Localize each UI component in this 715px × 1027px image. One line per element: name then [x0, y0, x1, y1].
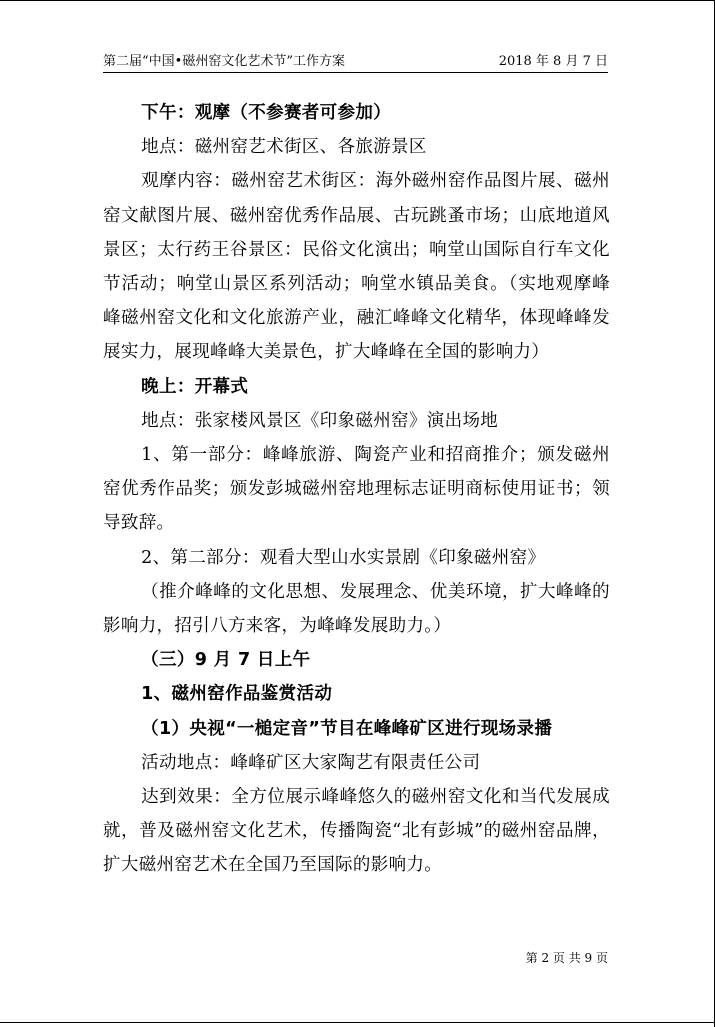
paragraph: （推介峰峰的文化思想、发展理念、优美环境，扩大峰峰的影响力，招引八方来客，为峰峰发展助力。）: [103, 581, 610, 637]
header-date: 2018 年 8 月 7 日: [498, 54, 608, 69]
document-body: [103, 96, 610, 883]
paragraph: 地点：张家楼风景区《印象磁州窑》演出场地: [141, 410, 499, 431]
section-heading-afternoon: 下午：观摩（不参赛者可参加）: [141, 103, 392, 123]
section-heading-evening: 晚上：开幕式: [141, 376, 249, 397]
paragraph: 地点：磁州窑艺术街区、各旅游景区: [141, 137, 427, 158]
section-heading-sept7: （三）9 月 7 日上午: [141, 650, 311, 671]
paragraph: 2、第二部分：观看大型山水实景剧《印象磁州窑》: [141, 547, 546, 568]
paragraph: 活动地点：峰峰矿区大家陶艺有限责任公司: [141, 752, 481, 773]
page-border-top: [0, 0, 715, 1]
paragraph: 观摩内容：磁州窑艺术街区：海外磁州窑作品图片展、磁州窑文献图片展、磁州窑优秀作品展、古玩跳蚤市场；山底地道风景区；太行药王谷景区：民俗文化演出；响堂山国际自行车文化节活动；响堂山景区系列活动；响堂水镇品美食。（实地观摩峰峰磁州窑文化和文化旅游产业，融汇峰峰文化精华，体现峰峰发展实力，展现峰峰大美景色，扩大峰峰在全国的影响力）: [103, 171, 610, 363]
paragraph: 达到效果：全方位展示峰峰悠久的磁州窑文化和当代发展成就，普及磁州窑文化艺术，传播陶瓷“北有彭城”的磁州窑品牌，扩大磁州窑艺术在全国乃至国际的影响力。: [103, 787, 610, 876]
paragraph: 1、第一部分：峰峰旅游、陶瓷产业和招商推介；颁发磁州窑优秀作品奖；颁发彭城磁州窑地理标志证明商标使用证书；领导致辞。: [103, 445, 610, 534]
header-divider: [103, 72, 608, 73]
subsection-heading: 1、磁州窑作品鉴赏活动: [141, 684, 333, 705]
header-title: 第二届“中国•磁州窑文化艺术节”工作方案: [103, 54, 345, 69]
page-border-bottom: [0, 1022, 715, 1023]
page-header: [103, 52, 608, 72]
subsubsection-heading: （1）央视“一槌定音”节目在峰峰矿区进行现场录播: [141, 718, 553, 739]
page-footer: 第 2 页 共 9 页: [525, 951, 608, 965]
